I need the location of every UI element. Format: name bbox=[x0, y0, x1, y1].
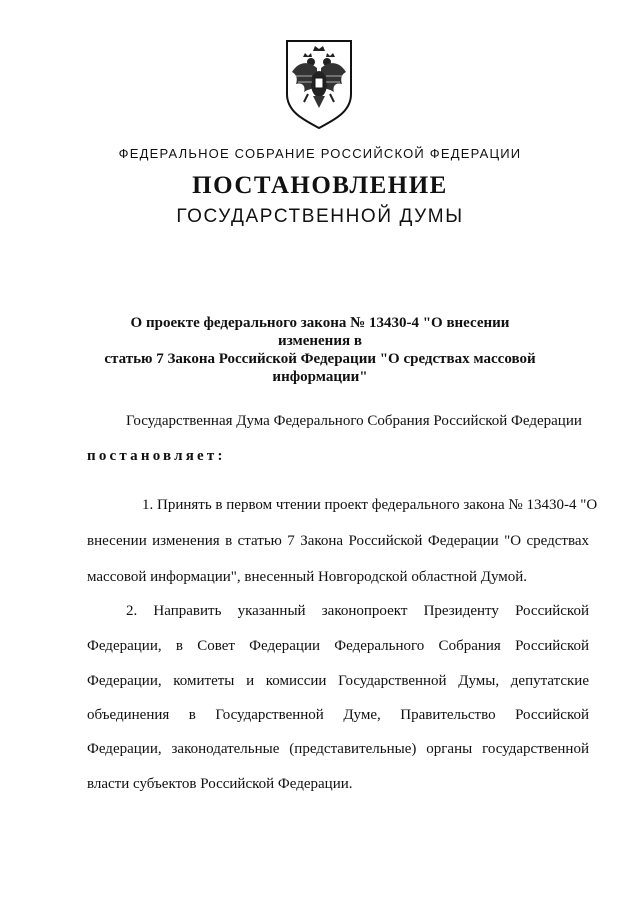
assembly-name: ФЕДЕРАЛЬНОЕ СОБРАНИЕ РОССИЙСКОЙ ФЕДЕРАЦИИ bbox=[118, 146, 522, 161]
item-2-line: Федерации, законодательные (представительные) органы государственной bbox=[87, 741, 589, 757]
resolution-heading bbox=[96, 314, 544, 386]
preamble: Государственная Дума Федерального Собрания Российской Федерации bbox=[126, 413, 582, 429]
item-2-line: 2. Направить указанный законопроект Президенту Российской bbox=[126, 603, 589, 619]
item-1-line: массовой информации", внесенный Новгородской областной Думой. bbox=[87, 569, 528, 585]
item-1-line: внесении изменения в статью 7 Закона Российской Федерации "О средствах bbox=[87, 533, 589, 549]
heading-line: статью 7 Закона Российской Федерации "О средствах массовой bbox=[104, 351, 536, 367]
item-2-line: Федерации, в Совет Федерации Федерального Собрания Российской bbox=[87, 638, 589, 654]
heading-line: информации" bbox=[272, 369, 368, 385]
item-2-line: власти субъектов Российской Федерации. bbox=[87, 776, 353, 792]
document-title: ПОСТАНОВЛЕНИЕ bbox=[192, 172, 448, 199]
item-2-line: Федерации, комитеты и комиссии Государственной Думы, депутатские bbox=[87, 673, 589, 689]
russian-coat-of-arms-icon bbox=[284, 38, 354, 130]
item-1-line: 1. Принять в первом чтении проект федерального закона № 13430-4 "О bbox=[142, 497, 598, 513]
document-subtitle: ГОСУДАРСТВЕННОЙ ДУМЫ bbox=[176, 206, 464, 227]
item-2-line: объединения в Государственной Думе, Правительство Российской bbox=[87, 707, 589, 723]
resolves-word: постановляет: bbox=[87, 448, 226, 464]
heading-line: О проекте федерального закона № 13430-4 "О внесении изменения в bbox=[130, 315, 510, 349]
